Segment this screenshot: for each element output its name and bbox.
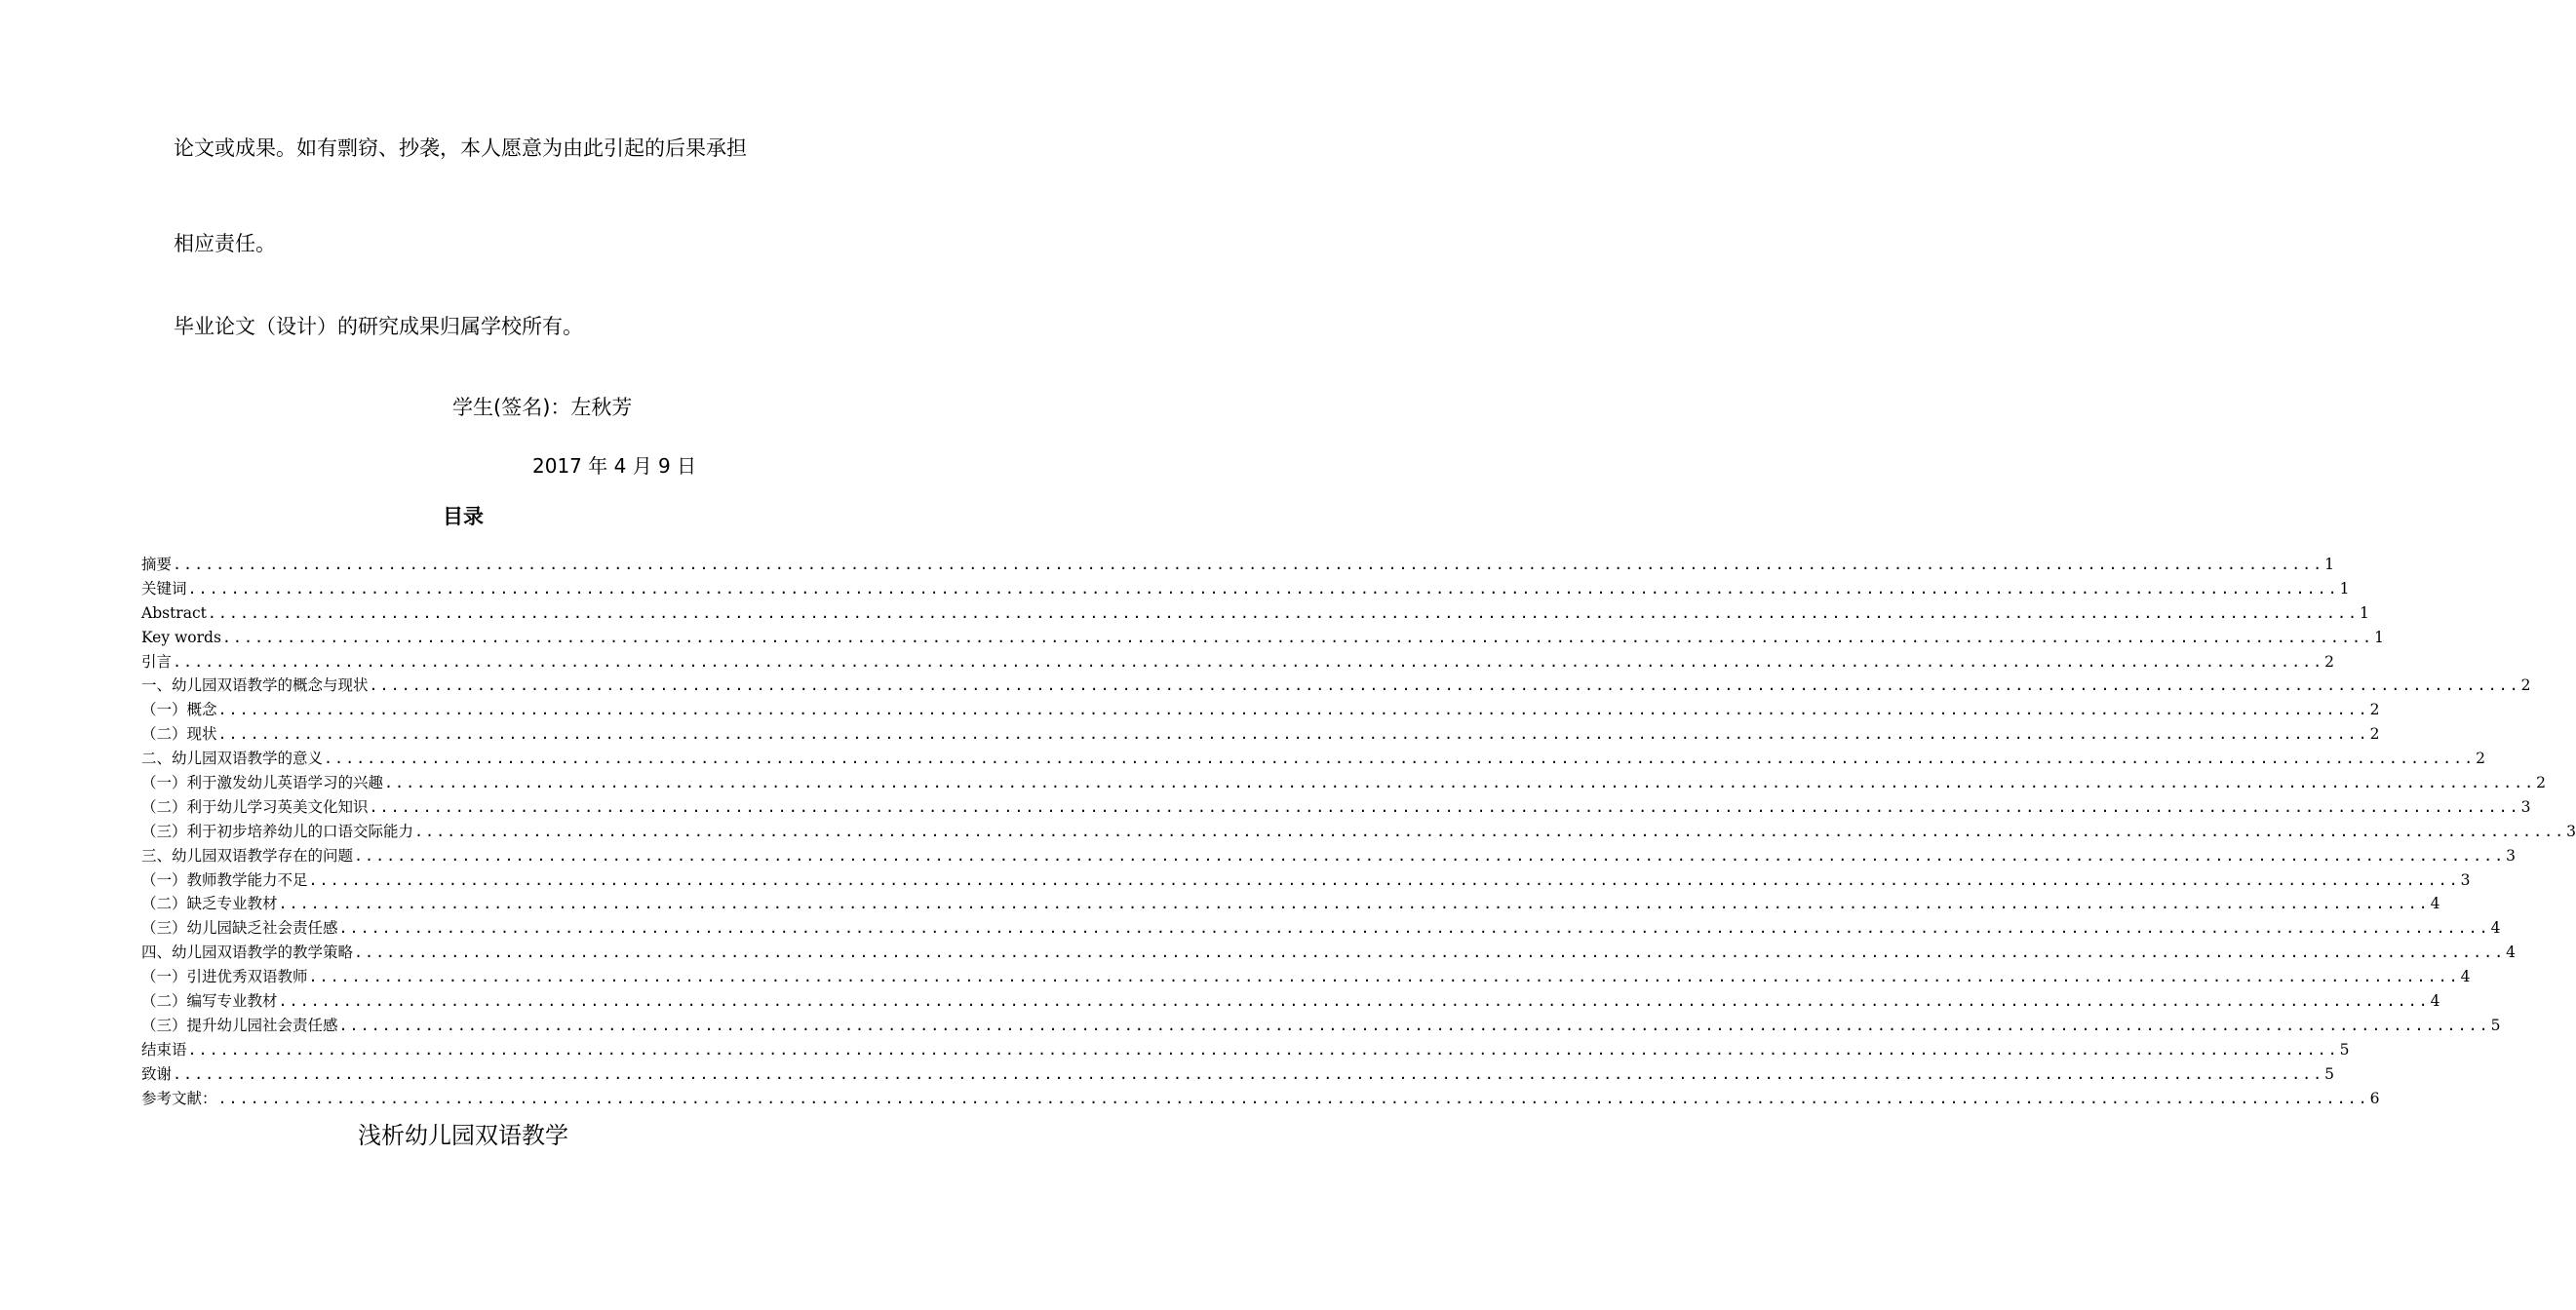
toc-page-number: 1: [2324, 556, 2335, 573]
toc-entry-title: （三）幼儿园缺乏社会责任感: [141, 919, 338, 938]
toc-entry-title: （一）概念: [141, 701, 217, 719]
toc-page-number: 1: [2360, 603, 2369, 622]
toc-entry[interactable]: [141, 1038, 2350, 1062]
toc-page-number: 1: [2374, 628, 2384, 646]
toc-page-number: 2: [2324, 652, 2335, 671]
toc-entry[interactable]: [141, 698, 2380, 722]
toc-dot-leader: ........................................................................................................................................................................................................: [187, 1040, 2339, 1059]
toc-page-number: 3: [2506, 846, 2517, 865]
toc-dot-leader: ........................................................................................................................................................................................................: [173, 556, 2324, 573]
toc-entry[interactable]: [141, 868, 2471, 893]
toc-dot-leader: ........................................................................................................................................................................................................: [173, 652, 2324, 671]
toc-entry-title: （二）利于幼儿学习英美文化知识: [141, 797, 369, 816]
toc-page-number: 3: [2566, 822, 2576, 840]
toc-entry-title: Abstract: [141, 603, 207, 622]
signature-date: 2017 年 4 月 9 日: [532, 454, 697, 478]
toc-entry-title: （一）引进优秀双语教师: [141, 968, 308, 986]
toc-dot-leader: ........................................................................................................................................................................................................: [338, 919, 2490, 938]
toc-entry-title: （三）利于初步培养幼儿的口语交际能力: [141, 822, 414, 840]
toc-entry[interactable]: [141, 916, 2501, 941]
toc-entry-title: （一）教师教学能力不足: [141, 870, 308, 889]
toc-entry-title: Key words: [141, 628, 221, 646]
toc-entry-title: 四、幼儿园双语教学的教学策略: [141, 944, 354, 962]
statement-line-1: 论文或成果。如有剽窃、抄袭，本人愿意为由此引起的后果承担: [174, 136, 747, 160]
toc-dot-leader: ........................................................................................................................................................................................................: [414, 822, 2566, 840]
toc-heading: 目录: [443, 505, 484, 528]
toc-entry-title: 摘要: [141, 556, 173, 573]
student-signature: 学生(签名)：左秋芳: [452, 396, 633, 419]
toc-page-number: 1: [2339, 579, 2350, 597]
toc-entry[interactable]: [141, 941, 2517, 965]
toc-entry[interactable]: [141, 844, 2517, 868]
toc-page-number: 4: [2506, 944, 2517, 962]
toc-page-number: 3: [2520, 797, 2531, 816]
toc-entry[interactable]: [141, 965, 2471, 989]
toc-entry-title: 二、幼儿园双语教学的意义: [141, 750, 324, 768]
toc-entry[interactable]: [141, 626, 2384, 650]
toc-entry[interactable]: [141, 1014, 2501, 1038]
toc-entry-title: 一、幼儿园双语教学的概念与现状: [141, 676, 369, 695]
toc-entry[interactable]: [141, 795, 2531, 820]
toc-page-number: 4: [2460, 968, 2471, 986]
toc-page-number: 2: [2369, 701, 2380, 719]
toc-dot-leader: ........................................................................................................................................................................................................: [308, 968, 2460, 986]
toc-entry[interactable]: [141, 722, 2380, 747]
toc-dot-leader: ........................................................................................................................................................................................................: [354, 944, 2506, 962]
toc-page-number: 4: [2490, 919, 2501, 938]
toc-page-number: 4: [2430, 895, 2440, 913]
toc-dot-leader: ........................................................................................................................................................................................................: [369, 676, 2520, 695]
toc-dot-leader: ........................................................................................................................................................................................................: [384, 774, 2536, 792]
toc-dot-leader: ........................................................................................................................................................................................................: [338, 1016, 2490, 1034]
toc-page-number: 2: [2369, 725, 2380, 744]
toc-entry-title: （一）利于激发幼儿英语学习的兴趣: [141, 774, 384, 792]
toc-entry-title: 参考文献：: [141, 1089, 217, 1107]
statement-line-2: 相应责任。: [174, 232, 276, 255]
toc-entry-title: （二）现状: [141, 725, 217, 744]
toc-entry-title: 致谢: [141, 1064, 173, 1083]
toc-dot-leader: ........................................................................................................................................................................................................: [308, 870, 2460, 889]
toc-page-number: 2: [2476, 750, 2486, 768]
toc-entry[interactable]: [141, 1062, 2335, 1087]
toc-page-number: 3: [2460, 870, 2471, 889]
toc-entry-title: 结束语: [141, 1040, 187, 1059]
paper-title: 浅析幼儿园双语教学: [358, 1122, 568, 1149]
toc-entry-title: 引言: [141, 652, 173, 671]
toc-dot-leader: ........................................................................................................................................................................................................: [217, 1089, 2369, 1107]
toc-page-number: 2: [2536, 774, 2547, 792]
toc-page-number: 5: [2339, 1040, 2350, 1059]
toc-entry[interactable]: [141, 601, 2369, 626]
toc-dot-leader: ........................................................................................................................................................................................................: [369, 797, 2520, 816]
toc-dot-leader: ........................................................................................................................................................................................................: [187, 579, 2339, 597]
toc-entry-title: 关键词: [141, 579, 187, 597]
toc-dot-leader: ........................................................................................................................................................................................................: [217, 725, 2369, 744]
toc-entry[interactable]: [141, 1087, 2380, 1111]
toc-page-number: 6: [2369, 1089, 2380, 1107]
toc-entry[interactable]: [141, 747, 2486, 771]
toc-dot-leader: ........................................................................................................................................................................................................: [207, 603, 2360, 622]
toc-entry[interactable]: [141, 820, 2576, 844]
table-of-contents: [141, 553, 2576, 1110]
toc-page-number: 5: [2324, 1064, 2335, 1083]
toc-page-number: 2: [2520, 676, 2531, 695]
toc-dot-leader: ........................................................................................................................................................................................................: [221, 628, 2374, 646]
toc-entry[interactable]: [141, 553, 2335, 577]
toc-dot-leader: ........................................................................................................................................................................................................: [278, 895, 2430, 913]
toc-entry[interactable]: [141, 674, 2531, 698]
toc-page-number: 5: [2490, 1016, 2501, 1034]
toc-dot-leader: ........................................................................................................................................................................................................: [354, 846, 2506, 865]
toc-page-number: 4: [2430, 992, 2440, 1011]
toc-dot-leader: ........................................................................................................................................................................................................: [217, 701, 2369, 719]
toc-dot-leader: ........................................................................................................................................................................................................: [324, 750, 2476, 768]
toc-entry[interactable]: [141, 892, 2440, 916]
toc-entry[interactable]: [141, 989, 2440, 1014]
toc-entry[interactable]: [141, 650, 2335, 674]
statement-line-3: 毕业论文（设计）的研究成果归属学校所有。: [174, 315, 583, 338]
toc-entry-title: 三、幼儿园双语教学存在的问题: [141, 846, 354, 865]
toc-entry-title: （三）提升幼儿园社会责任感: [141, 1016, 338, 1034]
toc-entry-title: （二）编写专业教材: [141, 992, 278, 1011]
toc-entry-title: （二）缺乏专业教材: [141, 895, 278, 913]
toc-dot-leader: ........................................................................................................................................................................................................: [173, 1064, 2324, 1083]
toc-entry[interactable]: [141, 771, 2547, 795]
toc-dot-leader: ........................................................................................................................................................................................................: [278, 992, 2430, 1011]
toc-entry[interactable]: [141, 577, 2350, 601]
